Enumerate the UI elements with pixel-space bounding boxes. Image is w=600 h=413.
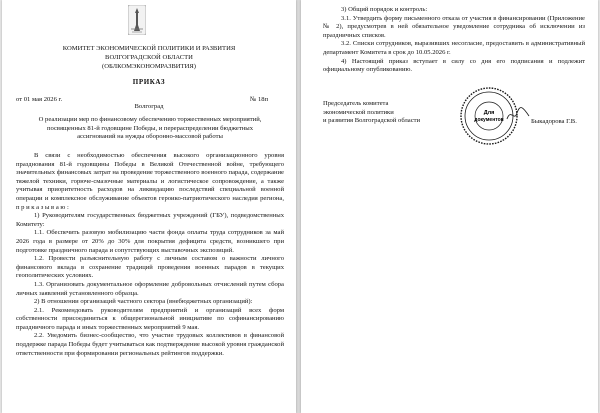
- document-place: Волгоград: [134, 103, 164, 110]
- document-body: [16, 152, 284, 358]
- seal-text: документов: [474, 117, 504, 123]
- body-paragraph: 3.1. Утвердить форму письменного отказа от участия в финансировании (Приложение № 2), предусмотрев в ней обязательное уведомление сотрудника об исключении из праздничных списков.: [323, 14, 585, 39]
- body-paragraph: 1.3. Организовать документальное оформление добровольных отчислений путем сбора личных заявлений установленного образца.: [16, 280, 284, 297]
- signer-name: Быкадорова Г.В.: [531, 118, 577, 125]
- body-paragraph: В связи с необходимостью обеспечения высокого организационного уровня празднования 81-й годовщины Победы в Великой Отечественной войне, требующего значительных финансовых затрат на проведение торжественного военного парада, содержание тяжелой техники, горюче-смазочные материалы и логистическое сопровождение, а также учитывая приоритетность расходов на ликвидацию последствий специальной военной операции и комплексное обслуживание объектов героико-патриотического наследия региона, п р и к а з ы в а ю :: [16, 152, 284, 211]
- body-paragraph: 3.2. Списки сотрудников, выразивших несогласие, предоставить в административный департамент Комитета в срок до 10.05.2026 г.: [323, 40, 585, 56]
- body-paragraph: 1) Руководителям государственных бюджетных учреждений (ГБУ), подведомственных Комитету:: [16, 212, 284, 228]
- document-body-continued: [323, 6, 585, 75]
- org-name: КОМИТЕТ ЭКОНОМИЧЕСКОЙ ПОЛИТИКИ И РАЗВИТИЯ: [62, 45, 236, 52]
- org-abbreviation: (ОБЛКОМЭКОНОМРАЗВИТИЯ): [102, 63, 196, 70]
- body-paragraph: 1.1. Обеспечить разовую мобилизацию части фонда оплаты труда сотрудников за май 2026 года в размере от 20% до 30% для покрытия дефицита средств, возникшего при подготовке праздничного парада и сопутствующих выставочных экспозиций.: [16, 229, 284, 254]
- document-type: ПРИКАЗ: [132, 78, 166, 86]
- document-subject: О реализации мер по финансовому обеспечению торжественных мероприятий, посвященных 81-й годовщине Победы, и перераспределении бюджетных ассигнований на нужды оборонно-массовой работы: [38, 116, 262, 141]
- body-paragraph: 2.1. Рекомендовать руководителям предприятий и организаций всех форм собственности присоединиться к общерегиональной инициативе по софинансированию праздничного парада и иных торжественных мероприятий 9 мая.: [16, 306, 284, 331]
- seal-text: Для: [483, 110, 495, 116]
- body-paragraph: 1.2. Провести разъяснительную работу с личным составом о важности личного финансового вклада в сохранение традиций проведения военных парадов в текущих геополитических условиях.: [16, 255, 284, 280]
- org-region: ВОЛГОГРАДСКОЙ ОБЛАСТИ: [105, 54, 193, 61]
- document-page-right: [301, 0, 598, 413]
- body-paragraph: 3) Общий порядок и контроль:: [341, 6, 428, 13]
- signature: [505, 104, 531, 124]
- document-page-left: [2, 0, 296, 413]
- document-date: от 01 мая 2026 г.: [16, 96, 63, 103]
- coat-of-arms-icon: [128, 5, 146, 35]
- signer-title-line: экономической политики: [323, 108, 394, 116]
- body-paragraph: 2.2. Уведомить бизнес-сообщество, что участие трудовых коллективов в финансовой поддержке парада Победы будет учитываться как подтверждение высокой уровня гражданской ответственности при формировании региональных рейтингов поддержки.: [16, 332, 284, 357]
- body-paragraph: 2) В отношении организаций частного сектора (внебюджетных организаций):: [34, 298, 253, 306]
- signer-title-line: и развития Волгоградской области: [323, 117, 421, 125]
- body-paragraph: 4) Настоящий приказ вступает в силу со дня его подписания и подлежит официальному опубликованию.: [323, 57, 585, 74]
- signer-title: [323, 100, 420, 126]
- document-number: № 18п: [250, 96, 269, 103]
- signer-title-line: Председатель комитета: [323, 100, 389, 107]
